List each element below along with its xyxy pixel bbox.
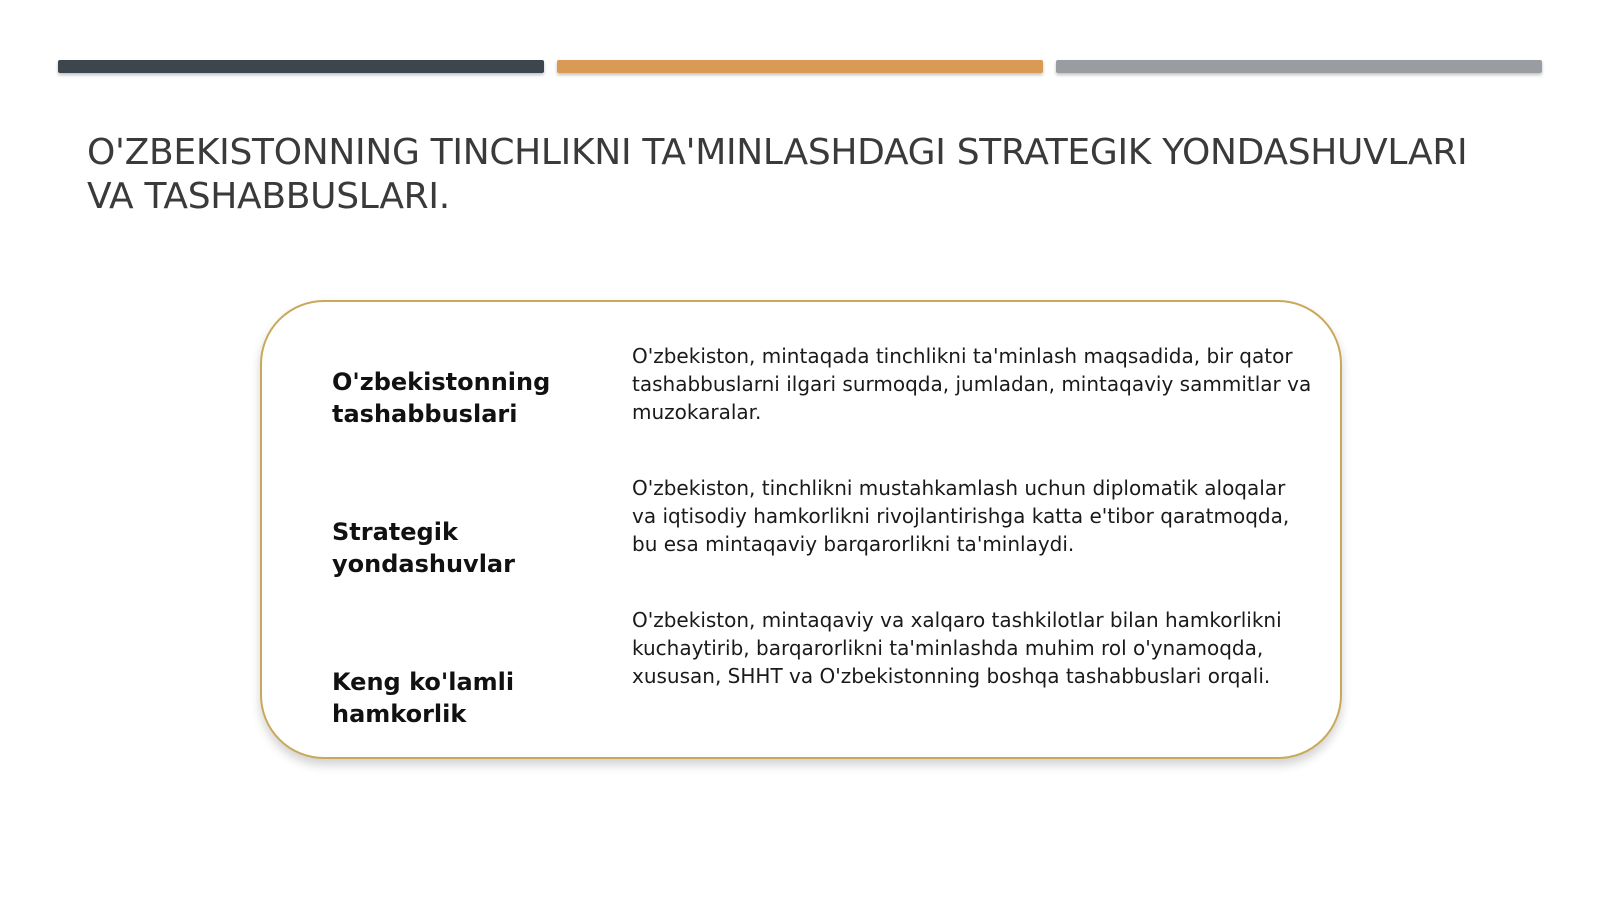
top-bar-dark (58, 60, 544, 73)
top-bar-gray (1056, 60, 1542, 73)
decorative-top-bars (58, 60, 1542, 73)
slide-title: O'ZBEKISTONNING TINCHLIKNI TA'MINLASHDAGI STRATEGIK YONDASHUVLARI VA TASHABBUSLARI. (87, 132, 1468, 217)
item-description-initiatives: O'zbekiston, mintaqada tinchlikni ta'minlash maqsadida, bir qator tashabbuslarni ilgari surmoqda, jumladan, mintaqaviy sammitlar va muzokaralar. (632, 344, 1312, 424)
top-bar-orange (557, 60, 1043, 73)
item-heading-strategic-approaches: Strategik yondashuvlar (332, 518, 515, 578)
item-description-broad-cooperation: O'zbekiston, mintaqaviy va xalqaro tashkilotlar bilan hamkorlikni kuchaytirib, barqarorlikni ta'minlashda muhim rol o'ynamoqda, xususan, SHHT va O'zbekistonning boshqa tashabbuslari orqali. (632, 608, 1282, 688)
item-heading-initiatives: O'zbekistonning tashabbuslari (332, 368, 551, 428)
item-description-strategic-approaches: O'zbekiston, tinchlikni mustahkamlash uchun diplomatik aloqalar va iqtisodiy hamkorlikni rivojlantirishga katta e'tibor qaratmoqda, bu esa mintaqaviy barqarorlikni ta'minlaydi. (632, 476, 1290, 556)
item-heading-broad-cooperation: Keng ko'lamli hamkorlik (332, 668, 515, 728)
